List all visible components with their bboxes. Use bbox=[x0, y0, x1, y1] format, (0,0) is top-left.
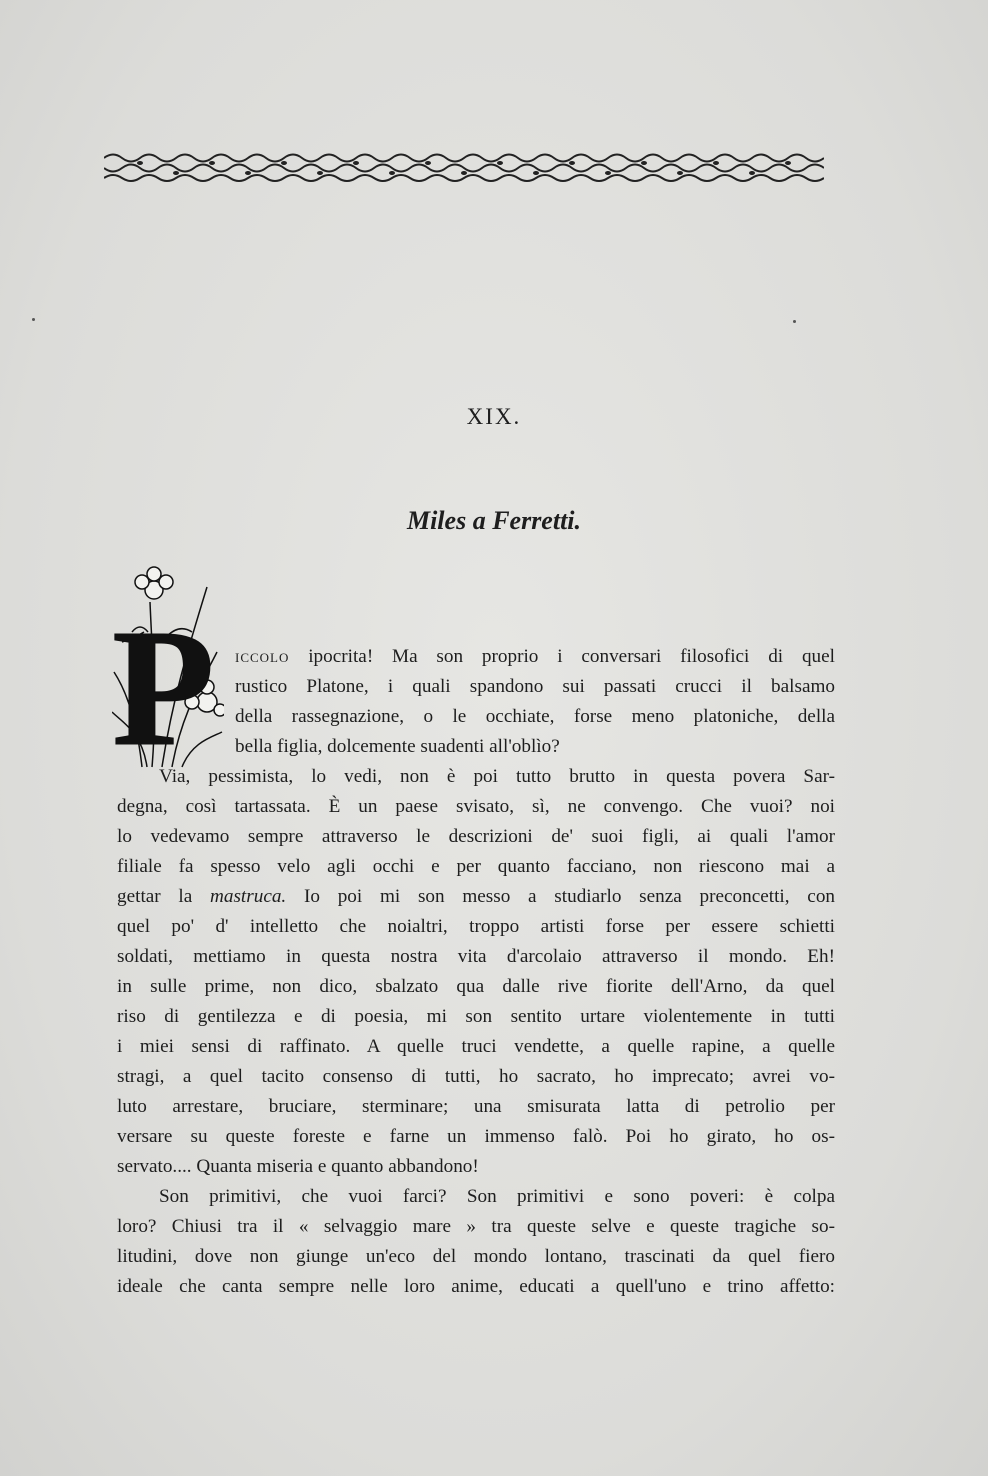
paper-speck bbox=[793, 320, 796, 323]
text-line: luto arrestare, bruciare, sterminare; una smisurata latta di petrolio per bbox=[117, 1096, 835, 1117]
text-line: ideale che canta sempre nelle loro anime, educati a quell'uno e trino affetto: bbox=[117, 1276, 835, 1297]
text-line: Son primitivi, che vuoi farci? Son primitivi e sono poveri: è colpa bbox=[159, 1186, 835, 1207]
text-line: Via, pessimista, lo vedi, non è poi tutto brutto in questa povera Sar- bbox=[159, 766, 835, 787]
text-line: versare su queste foreste e farne un immenso falò. Poi ho girato, ho os- bbox=[117, 1126, 835, 1147]
text-line: in sulle prime, non dico, sbalzato qua dalle rive fiorite dell'Arno, da quel bbox=[117, 976, 835, 997]
ornamental-border bbox=[104, 150, 824, 186]
text-line: stragi, a quel tacito consenso di tutti, ho sacrato, ho imprecato; avrei vo- bbox=[117, 1066, 835, 1087]
text-line bbox=[235, 642, 835, 672]
text-line: lo vedevamo sempre attraverso le descrizioni de' suoi figli, ai quali l'amor bbox=[117, 826, 835, 847]
body-text bbox=[117, 642, 835, 1302]
text-line: i miei sensi di raffinato. A quelle truci vendette, a quelle rapine, a quelle bbox=[117, 1036, 835, 1057]
text-line: della rassegnazione, o le occhiate, forse meno platoniche, della bbox=[235, 706, 835, 727]
first-line-rest: ipocrita! Ma son proprio i conversari filosofici di quel bbox=[289, 646, 835, 667]
chapter-number: XIX. bbox=[466, 404, 522, 429]
text-line: bella figlia, dolcemente suadenti all'oblìo? bbox=[235, 736, 560, 757]
text-line: filiale fa spesso velo agli occhi e per quanto facciano, non riescono mai a bbox=[117, 856, 835, 877]
dropcap-letter: P bbox=[112, 595, 215, 772]
text-line bbox=[117, 882, 835, 912]
mastruca-after: Io poi mi son messo a studiarlo senza preconcetti, con bbox=[286, 886, 836, 907]
chapter-title: Miles a Ferretti. bbox=[406, 506, 582, 535]
text-line: servato.... Quanta miseria e quanto abbandono! bbox=[117, 1156, 479, 1177]
mastruca-before: gettar la bbox=[117, 886, 211, 907]
text-line: litudini, dove non giunge un'eco del mondo lontano, trascinati da quel fiero bbox=[117, 1246, 835, 1267]
paper-speck bbox=[32, 318, 35, 321]
text-line: loro? Chiusi tra il « selvaggio mare » tra queste selve e queste tragiche so- bbox=[117, 1216, 835, 1237]
text-line: soldati, mettiamo in questa nostra vita d'arcolaio attraverso il mondo. Eh! bbox=[117, 946, 835, 967]
text-line: degna, così tartassata. È un paese svisato, sì, ne convengo. Che vuoi? noi bbox=[117, 796, 835, 817]
smallcaps-opening: iccolo bbox=[235, 646, 290, 667]
mastruca-italic: mastruca. bbox=[210, 886, 287, 907]
text-line: riso di gentilezza e di poesia, mi son sentito urtare violentemente in tutti bbox=[117, 1006, 835, 1027]
text-line: quel po' d' intelletto che noialtri, troppo artisti forse per essere schietti bbox=[117, 916, 835, 937]
text-line: rustico Platone, i quali spandono sui passati crucci il balsamo bbox=[235, 676, 835, 697]
